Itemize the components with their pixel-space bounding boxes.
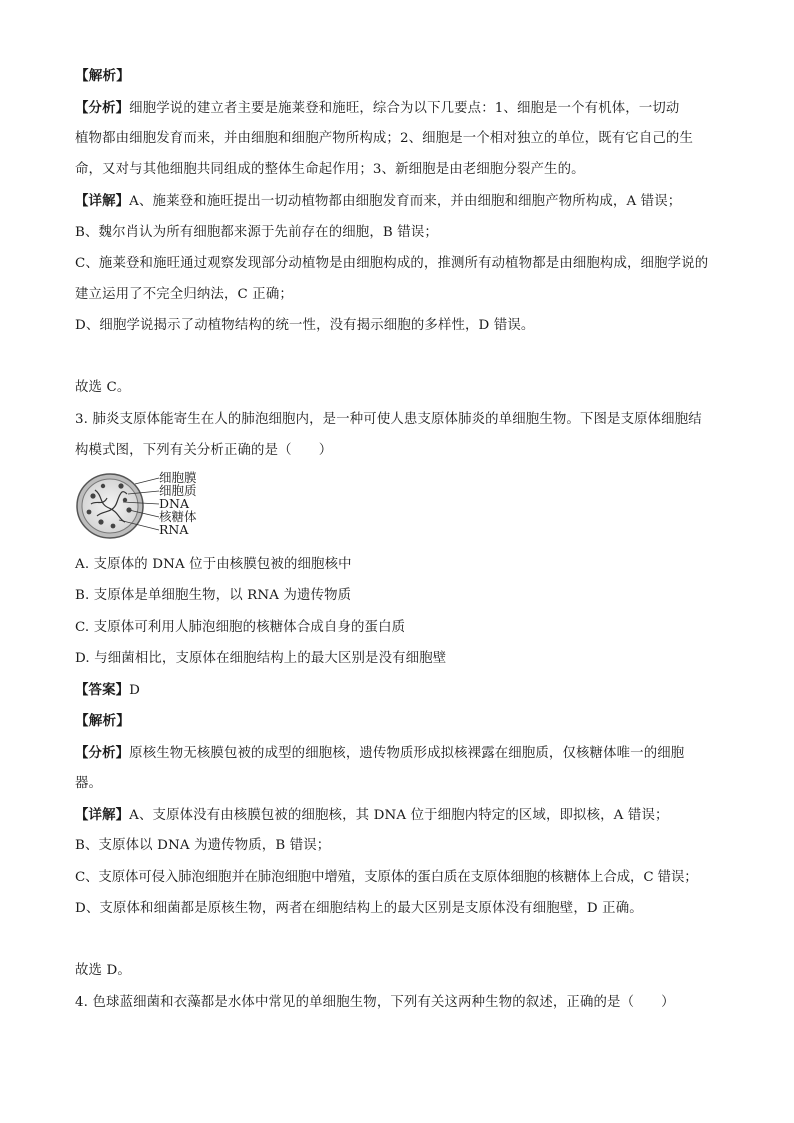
- text-line: B、魏尔肖认为所有细胞都来源于先前存在的细胞，B 错误；: [75, 225, 438, 240]
- option-b: B. 支原体是单细胞生物，以 RNA 为遗传物质: [75, 588, 352, 603]
- text-line: 【分析】细胞学说的建立者主要是施莱登和施旺，综合为以下几要点：1、细胞是一个有机体，一切动: [75, 100, 680, 116]
- option-c: C. 支原体可利用人肺泡细胞的核糖体合成自身的蛋白质: [75, 620, 406, 635]
- text-line: 命，又对与其他细胞共同组成的整体生命起作用；3、新细胞是由老细胞分裂产生的。: [75, 162, 585, 177]
- cytoplasm-area: [82, 479, 138, 533]
- label-dna: DNA: [159, 496, 189, 511]
- question-3-stem: 构模式图，下列有关分析正确的是（ ）: [75, 443, 333, 458]
- option-a: A. 支原体的 DNA 位于由核膜包被的细胞核中: [75, 557, 352, 572]
- label-ribosome: 核糖体: [159, 509, 197, 524]
- text-line: 故选 D。: [75, 963, 131, 978]
- label-rna: RNA: [159, 522, 189, 537]
- text-line: D、支原体和细菌都是原核生物，两者在细胞结构上的最大区别是支原体没有细胞壁，D 正确。: [75, 901, 643, 916]
- label-cell-membrane: 细胞膜: [159, 470, 197, 485]
- text-line: 【详解】A、施莱登和施旺提出一切动植物都由细胞发育而来，并由细胞和细胞产物所构成，A 错误；: [75, 193, 682, 209]
- text-line: 器。: [75, 776, 103, 791]
- analysis-heading-2: 【解析】: [75, 713, 130, 729]
- analysis-heading-1: 【解析】: [75, 68, 130, 84]
- text-line: 【详解】A、支原体没有由核膜包被的细胞核，其 DNA 位于细胞内特定的区域，即拟核，A 错误；: [75, 807, 669, 823]
- label-cytoplasm: 细胞质: [159, 483, 197, 498]
- question-4-stem: 4. 色球蓝细菌和衣藻都是水体中常见的单细胞生物，下列有关这两种生物的叙述，正确的是（ ）: [75, 995, 675, 1010]
- text-line: 建立运用了不完全归纳法，C 正确；: [75, 287, 293, 302]
- text-line: 故选 C。: [75, 380, 131, 395]
- text-line: C、支原体可侵入肺泡细胞并在肺泡细胞中增殖，支原体的蛋白质在支原体细胞的核糖体上合成，C 错误；: [75, 870, 698, 885]
- text-line: B、支原体以 DNA 为遗传物质，B 错误；: [75, 838, 331, 853]
- question-3-stem: 3. 肺炎支原体能寄生在人的肺泡细胞内，是一种可使人患支原体肺炎的单细胞生物。下图是支原体细胞结: [75, 412, 702, 427]
- answer-line: 【答案】D: [75, 682, 141, 698]
- option-d: D. 与细菌相比，支原体在细胞结构上的最大区别是没有细胞壁: [75, 651, 447, 666]
- text-line: C、施莱登和施旺通过观察发现部分动植物是由细胞构成的，推测所有动植物都是由细胞构成，细胞学说的: [75, 256, 709, 271]
- mycoplasma-cell-diagram: [73, 470, 213, 542]
- text-line: 植物都由细胞发育而来，并由细胞和细胞产物所构成；2、细胞是一个相对独立的单位，既有它自己的生: [75, 131, 693, 146]
- text-line: D、细胞学说揭示了动植物结构的统一性，没有揭示细胞的多样性，D 错误。: [75, 318, 535, 333]
- text-line: 【分析】原核生物无核膜包被的成型的细胞核，遗传物质形成拟核裸露在细胞质，仅核糖体唯一的细胞: [75, 745, 685, 761]
